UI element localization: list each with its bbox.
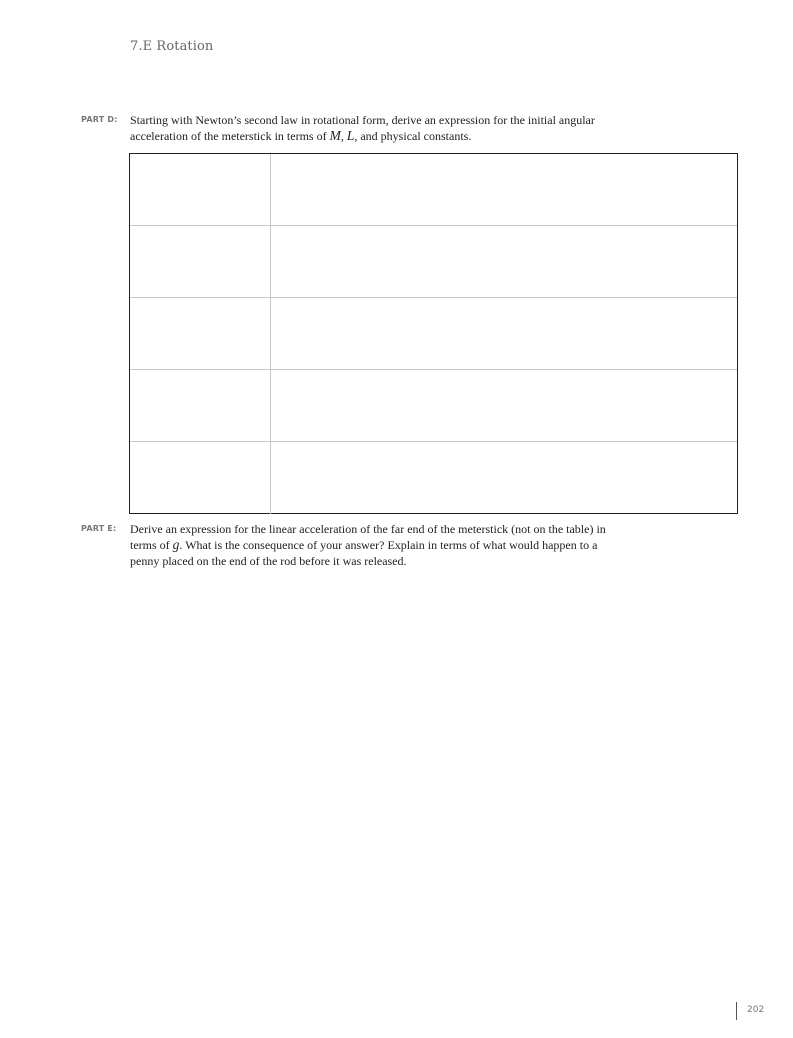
variable-l: L [346,128,355,143]
part-e-question [130,521,670,569]
part-d-label: PART D: [81,115,118,124]
part-d-question [130,112,670,144]
part-e-line-1: Derive an expression for the linear acceleration of the far end of the meterstick (not on the table) in [130,522,606,536]
page-header-title: 7.E Rotation [130,39,214,54]
part-e-label: PART E: [81,524,117,533]
part-d-line-2-prefix: acceleration of the meterstick in terms of [130,129,330,143]
variable-m: M [329,128,341,143]
work-cell[interactable] [271,226,737,297]
part-e-line-3: penny placed on the end of the rod before it was released. [130,554,407,568]
step-cell[interactable] [130,154,270,225]
page-number-divider [736,1002,737,1020]
table-row [130,298,737,370]
derivation-work-table [129,153,738,514]
work-cell[interactable] [271,154,737,225]
table-row [130,370,737,442]
work-cell[interactable] [271,298,737,369]
step-cell[interactable] [130,442,270,514]
step-cell[interactable] [130,226,270,297]
part-d-separator: , [340,129,347,143]
part-e-line-2-suffix: . What is the consequence of your answer? Explain in terms of what would happen to a [179,538,598,552]
work-cell[interactable] [271,370,737,441]
step-cell[interactable] [130,370,270,441]
work-cell[interactable] [271,442,737,514]
table-row [130,226,737,298]
variable-g: g [172,537,180,552]
part-d-line-1: Starting with Newton’s second law in rotational form, derive an expression for the initial angular [130,113,595,127]
step-cell[interactable] [130,298,270,369]
part-d-line-2 [130,128,670,144]
table-row [130,154,737,226]
part-d-line-2-suffix: , and physical constants. [354,129,472,143]
part-e-line-2 [130,537,670,553]
page-number: 202 [747,1005,765,1015]
table-row [130,442,737,514]
part-e-line-2-prefix: terms of [130,538,173,552]
